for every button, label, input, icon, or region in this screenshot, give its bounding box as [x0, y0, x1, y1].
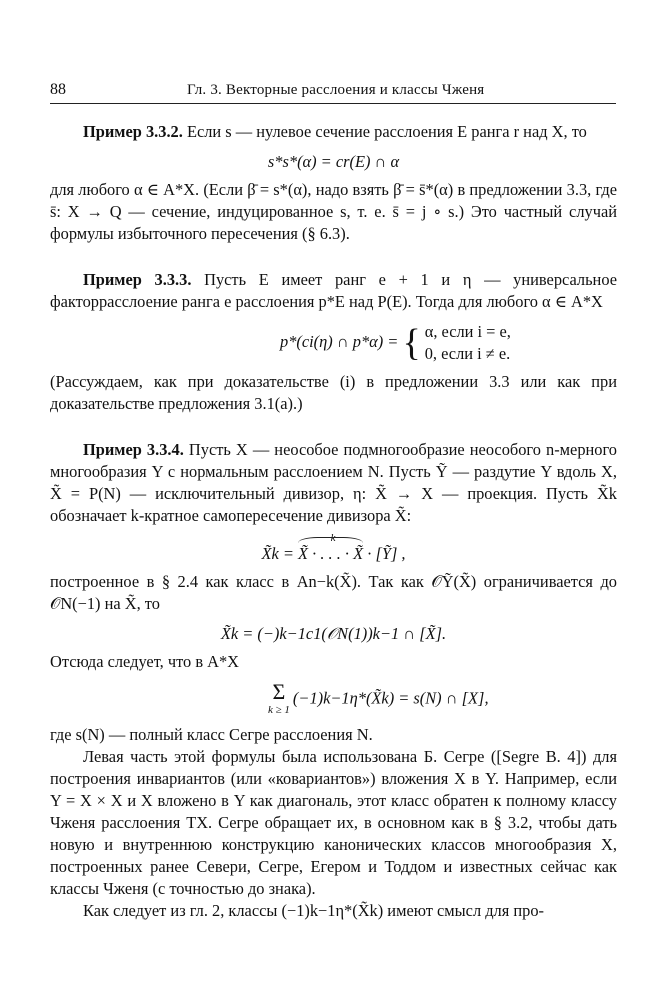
overbrace-group	[298, 531, 363, 565]
example-3-3-4-text-3: Отсюда следует, что в A*X	[50, 652, 240, 671]
running-title: Гл. 3. Векторные расслоения и классы Чженя	[187, 82, 485, 98]
paragraph-text: Пусть E имеет ранг e + 1 и η — универсальное факторрасслоение ранга e расслоения p*E над P(E). Тогда для любого α ∈ A*X	[50, 270, 618, 311]
formula-lhs: p*(ci(η) ∩ p*α) =	[280, 331, 399, 351]
braced-product: X̃ · . . . · X̃	[298, 544, 364, 563]
example-label: Пример 3.3.3.	[83, 270, 192, 289]
paragraph-text: Если s — нулевое сечение расслоения E ранга r над X, то	[186, 122, 587, 141]
case-line-1: α, если i = e,	[424, 322, 511, 341]
example-3-3-2-intro	[50, 121, 617, 143]
formula-cases	[50, 321, 617, 365]
sum-index: k ≥ 1	[268, 704, 290, 716]
page-header	[50, 79, 616, 104]
example-3-3-3-intro	[50, 269, 617, 313]
formula-body: (−1)k−1η*(X̃k) = s(N) ∩ [X],	[292, 688, 489, 708]
example-3-3-4-intro	[50, 439, 617, 527]
formula-lhs: X̃k =	[261, 544, 294, 563]
formula-self-intersection-k	[50, 531, 617, 565]
example-label: Пример 3.3.2.	[83, 122, 183, 141]
brace-glyph: {	[402, 322, 421, 364]
example-3-3-3-body: (Рассуждаем, как при доказательстве (i) в предложении 3.3 или как при доказательстве предложения 3.1(a).)	[50, 372, 617, 413]
formula-self-intersection: s*s*(α) = cr(E) ∩ α	[267, 152, 400, 171]
formula-segre-sum	[50, 681, 617, 718]
example-3-3-4-text-5: Левая часть этой формулы была использована Б. Сегре ([Segre B. 4]) для построения инвариантов (или «ковариантов») вложения X в Y. Например, если Y = X × X и X вложено в Y как диагональ, этот класс обратен к полному классу Чженя расслоения TX. Сегре обращает их, в основном как в § 3.2, чтобы дать новую и внутреннюю конструкцию канонических классов многообразия X, построенных ранее Севери, Сегре, Егером и Тоддом и известных сейчас как классы Чженя (с точностью до знака).	[50, 747, 617, 898]
example-3-3-2-body: для любого α ∈ A*X. (Если β̄ = s*(α), надо взять β̄ = s̄*(α) в предложении 3.3, где s̄: X → Q — сечение, индуцированное s, т. е. s̄ = j ∘ s.) Это частный случай формулы избыточного пересечения (§ 6.3).	[50, 180, 617, 243]
example-3-3-4-text-6: Как следует из гл. 2, классы (−1)k−1η*(X̃k) имеют смысл для про-	[83, 901, 544, 920]
example-3-3-4-text-4: где s(N) — полный класс Сегре расслоения N.	[50, 725, 373, 744]
example-3-3-4-text-2: построенное в § 2.4 как класс в An−k(X̃). Так как 𝒪Ỹ(X̃) ограничивается до 𝒪N(−1) на X̃, то	[50, 572, 617, 613]
formula-chern-class: X̃k = (−)k−1c1(𝒪N(1))k−1 ∩ [X̃].	[220, 624, 447, 643]
formula-rhs: · [Ỹ] ,	[367, 544, 406, 563]
case-line-2: 0, если i ≠ e.	[424, 344, 511, 363]
example-label: Пример 3.3.4.	[83, 440, 184, 459]
overbrace-label: k	[330, 532, 336, 544]
cases-block	[402, 321, 510, 365]
page-body	[50, 121, 617, 922]
sum-operator: Σ k ≥ 1	[268, 679, 290, 716]
page-number: 88	[50, 81, 66, 98]
overbrace	[298, 537, 363, 543]
paragraph-text: Пусть X — неособое подмногообразие неособого n-мерного многообразия Y с нормальным расслоением N. Пусть Ỹ — раздутие Y вдоль X, X̃ = P(N) — исключительный дивизор, η: X̃ → X — проекция. Пусть X̃k обозначает k-кратное самопересечение дивизора X̃:	[50, 440, 617, 525]
